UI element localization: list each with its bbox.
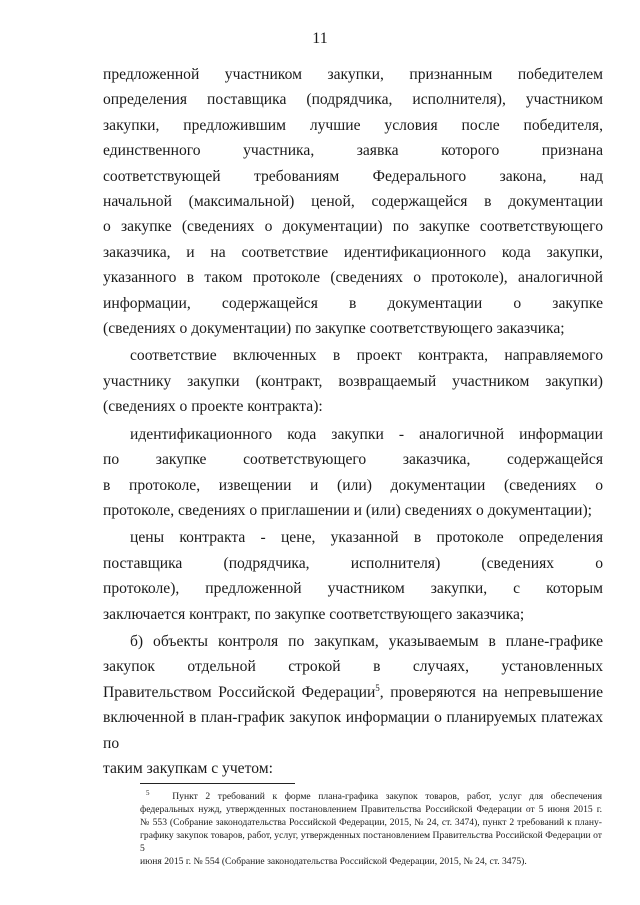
paragraph-2	[103, 343, 603, 419]
text-line: заказчика, и на соответствие идентификационного кода закупки,	[103, 243, 603, 261]
text-line: указанного в таком протоколе (сведениях о протоколе), аналогичной	[103, 269, 603, 287]
footnote-line: июня 2015 г. № 554 (Собрание законодательства Российской Федерации, 2015, № 24, ст. 3475).	[140, 856, 527, 867]
footnote-reference[interactable]: 5	[375, 682, 380, 693]
text-line: таким закупкам с учетом:	[103, 759, 273, 777]
text-line: идентификационного кода закупки - аналогичной информации	[130, 425, 603, 443]
paragraph-4	[103, 525, 603, 627]
text-line: поставщика (подрядчика, исполнителя) (сведениях о	[103, 554, 603, 572]
text-line: включенной в план-график закупок информации о планируемых платежах по	[103, 709, 603, 752]
text-line: по закупке соответствующего заказчика, содержащейся	[103, 451, 603, 469]
text-line: протоколе, сведениях о приглашении и (или) сведениях о документации);	[103, 501, 593, 519]
text-line: закупки, предложившим лучшие условия после победителя,	[103, 116, 603, 134]
footnote-text: Пункт 2 требований к форме плана-графика закупок товаров, работ, услуг для обеспечения	[172, 791, 602, 802]
text-line: цены контракта - цене, указанной в протоколе определения	[130, 529, 603, 547]
footnote-line	[140, 790, 602, 803]
footnote-divider	[140, 783, 295, 784]
text-line: информации, содержащейся в документации о закупке	[103, 294, 603, 312]
text-line: в протоколе, извещении и (или) документации (сведениях о	[103, 476, 603, 494]
text-line: предложенной участником закупки, признанным победителем	[103, 66, 603, 83]
text-line: участнику закупки (контракт, возвращаемый участником закупки)	[103, 372, 603, 390]
text-line: б) объекты контроля по закупкам, указываемым в плане-графике	[130, 632, 603, 650]
footnote-line: № 553 (Собрание законодательства Российской Федерации, 2015, № 24, ст. 3474), пункт 2 требований к плану-	[140, 817, 602, 828]
text-line: соответствующей требованиям Федерального закона, над	[103, 167, 603, 185]
paragraph-5	[103, 629, 603, 781]
paragraph-1	[103, 62, 603, 341]
footnote-line: графику закупок товаров, работ, услуг, утвержденных постановлением Правительства Российской Федерации от 5	[140, 830, 602, 854]
text-fragment: , проверяются на непревышение	[379, 683, 603, 701]
text-line: закупок отдельной строкой в случаях, установленных	[103, 658, 603, 676]
document-body	[103, 62, 603, 781]
text-fragment: Правительством Российской Федерации	[103, 683, 376, 701]
paragraph-3	[103, 422, 603, 524]
footnote-line: федеральных нужд, утвержденных постановлением Правительства Российской Федерации от 5 июня 2015 г.	[140, 804, 602, 815]
text-line: определения поставщика (подрядчика, исполнителя), участником	[103, 91, 603, 109]
text-line: (сведениях о документации) по закупке соответствующего заказчика;	[103, 320, 565, 338]
footnote-mark: 5	[146, 788, 150, 797]
text-line: (сведениях о проекте контракта):	[103, 398, 323, 416]
text-line: о закупке (сведениях о документации) по закупке соответствующего	[103, 218, 603, 236]
text-line: соответствие включенных в проект контракта, направляемого	[130, 347, 603, 365]
text-line: протоколе), предложенной участником закупки, с которым	[103, 580, 603, 598]
footnote	[140, 790, 602, 868]
text-line: начальной (максимальной) ценой, содержащейся в документации	[103, 193, 603, 211]
text-line	[103, 680, 603, 705]
text-line: единственного участника, заявка которого признана	[103, 142, 603, 160]
text-line: заключается контракт, по закупке соответствующего заказчика;	[103, 605, 525, 623]
page-number: 11	[312, 30, 328, 47]
